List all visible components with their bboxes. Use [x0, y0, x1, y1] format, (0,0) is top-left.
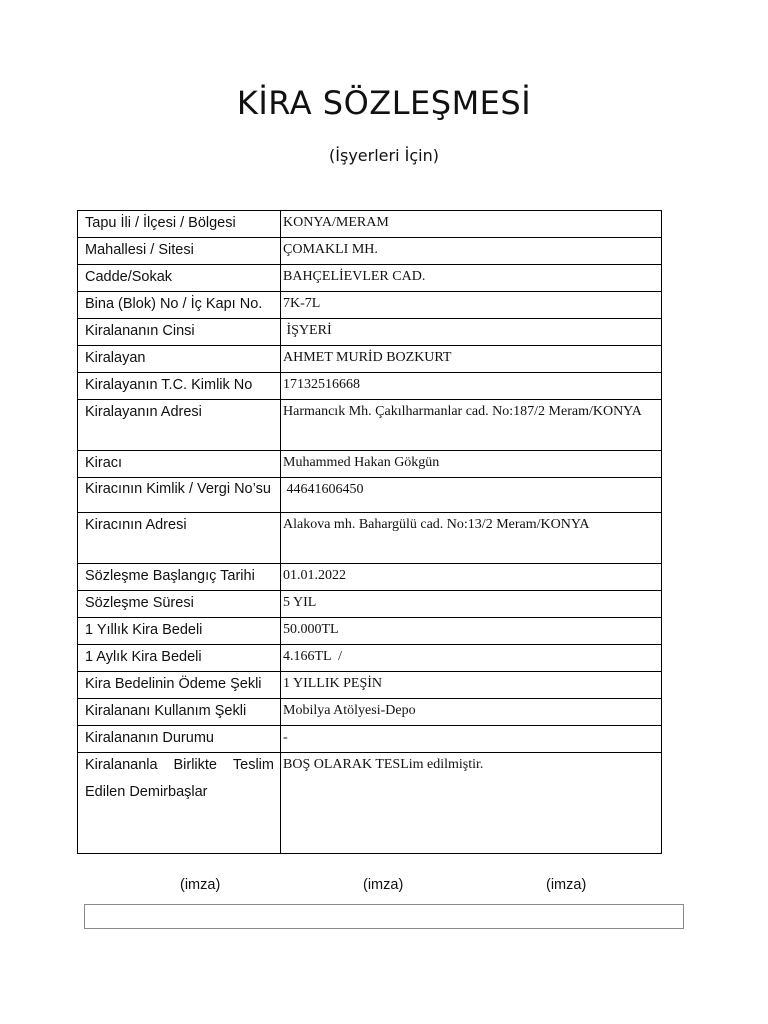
row-value: 01.01.2022: [281, 564, 662, 591]
row-value: AHMET MURİD BOZKURT: [281, 346, 662, 373]
signature-label: (imza): [546, 877, 587, 893]
row-value: Alakova mh. Bahargülü cad. No:13/2 Meram/KONYA: [281, 513, 662, 564]
row-label: Mahallesi / Sitesi: [78, 238, 281, 265]
row-label: [78, 753, 281, 854]
row-value: Harmancık Mh. Çakılharmanlar cad. No:187/2 Meram/KONYA: [281, 400, 662, 451]
table-row: [78, 591, 662, 618]
table-row: [78, 672, 662, 699]
row-label: Kiralananın Cinsi: [78, 319, 281, 346]
table-row: [78, 645, 662, 672]
row-label-word: Birlikte: [173, 757, 217, 773]
table-row: [78, 346, 662, 373]
row-label: Kira Bedelinin Ödeme Şekli: [78, 672, 281, 699]
table-row: [78, 699, 662, 726]
row-label-line-1: [85, 757, 280, 774]
document-subtitle: (İşyerleri İçin): [329, 146, 439, 165]
row-value: 44641606450: [281, 478, 662, 513]
row-label-word: Teslim: [232, 757, 274, 773]
row-value: 5 YIL: [281, 591, 662, 618]
row-label-line-2: Edilen Demirbaşlar: [85, 784, 208, 800]
contract-table: [77, 210, 662, 854]
table-row: [78, 513, 662, 564]
row-label: Sözleşme Süresi: [78, 591, 281, 618]
row-value: BOŞ OLARAK TESLim edilmiştir.: [281, 753, 662, 854]
row-label: Kiralayanın Adresi: [78, 400, 281, 451]
row-label: Kiralananı Kullanım Şekli: [78, 699, 281, 726]
row-value: -: [281, 726, 662, 753]
row-label: 1 Aylık Kira Bedeli: [78, 645, 281, 672]
row-label: Cadde/Sokak: [78, 265, 281, 292]
signature-label: (imza): [180, 877, 221, 893]
table-row: [78, 373, 662, 400]
table-row: [78, 478, 662, 513]
row-value: ÇOMAKLI MH.: [281, 238, 662, 265]
table-row: [78, 211, 662, 238]
row-value: 7K-7L: [281, 292, 662, 319]
row-value: 17132516668: [281, 373, 662, 400]
row-label: Kiralananın Durumu: [78, 726, 281, 753]
row-label: Kiralayanın T.C. Kimlik No: [78, 373, 281, 400]
row-value: KONYA/MERAM: [281, 211, 662, 238]
row-label: 1 Yıllık Kira Bedeli: [78, 618, 281, 645]
table-row: [78, 400, 662, 451]
row-label: Kiracının Kimlik / Vergi No’su: [78, 478, 281, 513]
row-value: 50.000TL: [281, 618, 662, 645]
document-title: KİRA SÖZLEŞMESİ: [236, 84, 532, 122]
table-row: [78, 265, 662, 292]
signature-label: (imza): [363, 877, 404, 893]
row-value: Muhammed Hakan Gökgün: [281, 451, 662, 478]
row-label: Kiracı: [78, 451, 281, 478]
row-value: BAHÇELİEVLER CAD.: [281, 265, 662, 292]
signature-box: [84, 904, 684, 929]
table-row: [78, 618, 662, 645]
table-row: [78, 753, 662, 854]
table-row: [78, 319, 662, 346]
row-value: 1 YILLIK PEŞİN: [281, 672, 662, 699]
row-value: 4.166TL /: [281, 645, 662, 672]
row-label: Sözleşme Başlangıç Tarihi: [78, 564, 281, 591]
table-row: [78, 564, 662, 591]
row-label: Kiralayan: [78, 346, 281, 373]
row-value: Mobilya Atölyesi-Depo: [281, 699, 662, 726]
row-label: Bina (Blok) No / İç Kapı No.: [78, 292, 281, 319]
row-label: Tapu İli / İlçesi / Bölgesi: [78, 211, 281, 238]
row-label: Kiracının Adresi: [78, 513, 281, 564]
table-row: [78, 238, 662, 265]
table-row: [78, 292, 662, 319]
table-row: [78, 726, 662, 753]
table-row: [78, 451, 662, 478]
row-label-word: Kiralananla: [85, 757, 158, 773]
row-value: İŞYERİ: [281, 319, 662, 346]
